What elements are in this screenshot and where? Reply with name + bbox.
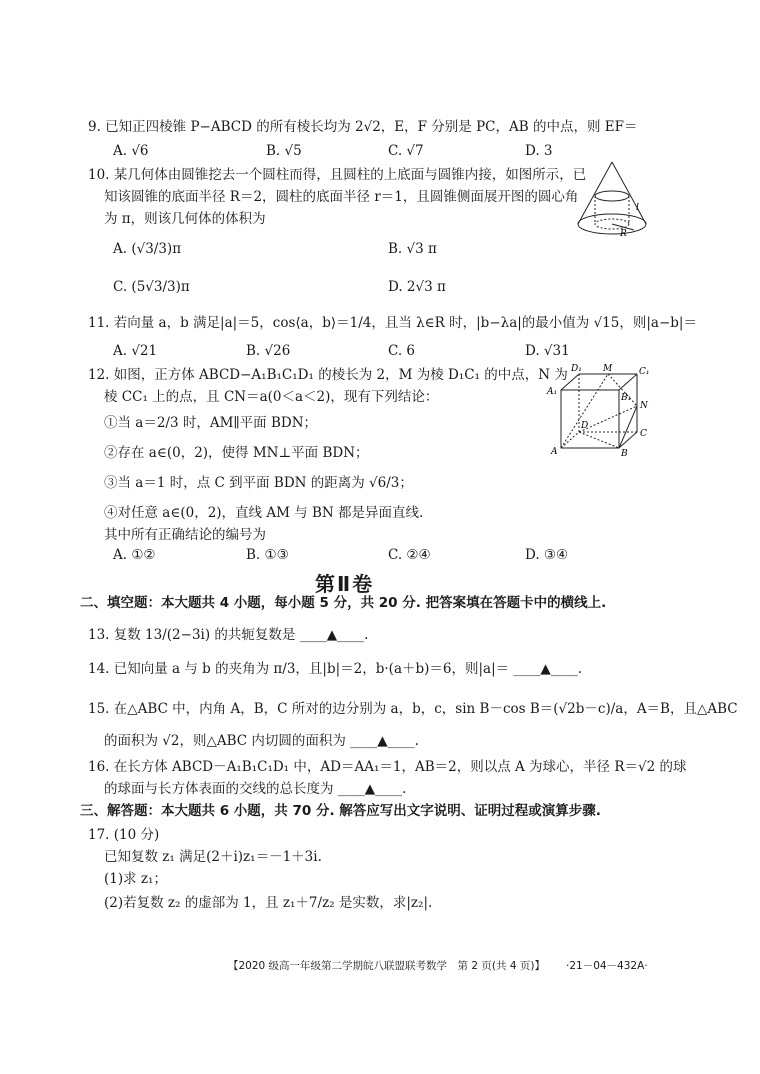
solve-header: 三、解答题：本大题共 6 小题，共 70 分. 解答应写出文字说明、证明过程或演算步骤. [80,803,601,819]
q9-option-a: A. √6 [113,143,149,159]
q12-ask: 其中所有正确结论的编号为 [104,527,266,543]
cone-cylinder-figure [572,158,652,240]
cube-label-d1: D₁ [571,364,582,374]
cube-label-b: B [621,449,628,459]
q10-stem-line3: 为 π，则该几何体的体积为 [104,211,266,227]
cube-label-d: D [581,421,589,431]
cube-label-a1: A₁ [547,387,558,397]
q10-option-b: B. √3 π [388,241,437,257]
q16-line1: 16. 在长方体 ABCD－A₁B₁C₁D₁ 中，AD＝AA₁＝1，AB＝2，则以点 A 为球心，半径 R＝√2 的球 [88,759,687,775]
footer-left: 【2020 级高一年级第二学期皖八联盟联考数学 第 2 页(共 4 页)】 [228,960,545,972]
q11-option-d: D. √31 [525,343,570,359]
q12-conclusion-2: ②存在 a∈(0，2)，使得 MN⊥平面 BDN； [104,445,369,461]
cube-label-b1: B₁ [621,393,632,403]
q12-option-b: B. ①③ [246,547,289,563]
q12-conclusion-1: ①当 a＝2/3 时，AM∥平面 BDN； [104,415,318,431]
q17-part2: (2)若复数 z₂ 的虚部为 1，且 z₁＋7/z₂ 是实数，求|z₂|. [104,895,433,911]
q15-line1: 15. 在△ABC 中，内角 A，B，C 所对的边分别为 a，b，c，sin B－cos B＝(√2b－c)/a，A＝B，且△ABC [88,701,738,717]
q10-option-d: D. 2√3 π [388,279,446,295]
q14: 14. 已知向量 a 与 b 的夹角为 π/3，且|b|＝2，b·(a＋b)＝6，则|a|＝ ____▲____. [88,661,583,677]
q9-option-c: C. √7 [388,143,424,159]
cone-label-r: R [620,229,627,239]
cone-label-l: l [636,203,639,213]
fill-in-header: 二、填空题：本大题共 4 小题，每小题 5 分，共 20 分. 把答案填在答题卡中的横线上. [80,595,607,611]
cube-label-c: C [640,429,647,439]
q12-option-d: D. ③④ [525,547,569,563]
q12-stem-line1: 12. 如图，正方体 ABCD−A₁B₁C₁D₁ 的棱长为 2，M 为棱 D₁C₁ 的中点，N 为 [88,367,568,383]
q9-option-b: B. √5 [266,143,302,159]
q17-line1: 已知复数 z₁ 满足(2＋i)z₁＝－1＋3i. [104,849,322,865]
q9-stem: 9. 已知正四棱锥 P−ABCD 的所有棱长均为 2√2，E，F 分别是 PC，AB 的中点，则 EF＝ [88,119,638,135]
q11-option-b: B. √26 [246,343,291,359]
q17-part1: (1)求 z₁； [104,871,167,887]
q12-conclusion-4: ④对任意 a∈(0，2)，直线 AM 与 BN 都是异面直线. [104,505,424,521]
q10-option-c: C. (5√3/3)π [113,279,190,295]
cube-figure [545,360,655,460]
q16-line2: 的球面与长方体表面的交线的总长度为 ____▲____. [104,781,407,797]
cube-label-n: N [640,401,648,411]
q12-stem-line2: 棱 CC₁ 上的点，且 CN＝a(0＜a＜2)，现有下列结论： [104,389,439,405]
cube-label-m: M [603,364,613,374]
q12-option-a: A. ①② [113,547,156,563]
cube-label-a: A [551,447,558,457]
q10-option-a: A. (√3/3)π [113,241,182,257]
q17-title: 17. (10 分) [88,827,160,843]
q15-line2: 的面积为 √2，则△ABC 内切圆的面积为 ____▲____. [104,733,419,749]
q12-option-c: C. ②④ [388,547,431,563]
q13: 13. 复数 13/(2−3i) 的共轭复数是 ____▲____. [88,627,369,643]
cube-label-c1: C₁ [639,367,650,377]
section-title: 第Ⅱ卷 [315,572,375,596]
q10-stem-line1: 10. 某几何体由圆锥挖去一个圆柱而得，且圆柱的上底面与圆锥内接，如图所示，已 [88,167,587,183]
q11-option-a: A. √21 [113,343,158,359]
q11-stem: 11. 若向量 a，b 满足|a|＝5，cos⟨a，b⟩＝1/4，且当 λ∈R 时，|b−λa|的最小值为 √15，则|a−b|＝ [88,315,697,331]
footer-right: ·21－04－432A· [566,960,648,972]
q11-option-c: C. 6 [388,343,416,359]
q12-conclusion-3: ③当 a＝1 时，点 C 到平面 BDN 的距离为 √6/3； [104,475,413,491]
q9-option-d: D. 3 [525,143,553,159]
q10-stem-line2: 知该圆锥的底面半径 R＝2，圆柱的底面半径 r＝1，且圆锥侧面展开图的圆心角 [104,189,579,205]
